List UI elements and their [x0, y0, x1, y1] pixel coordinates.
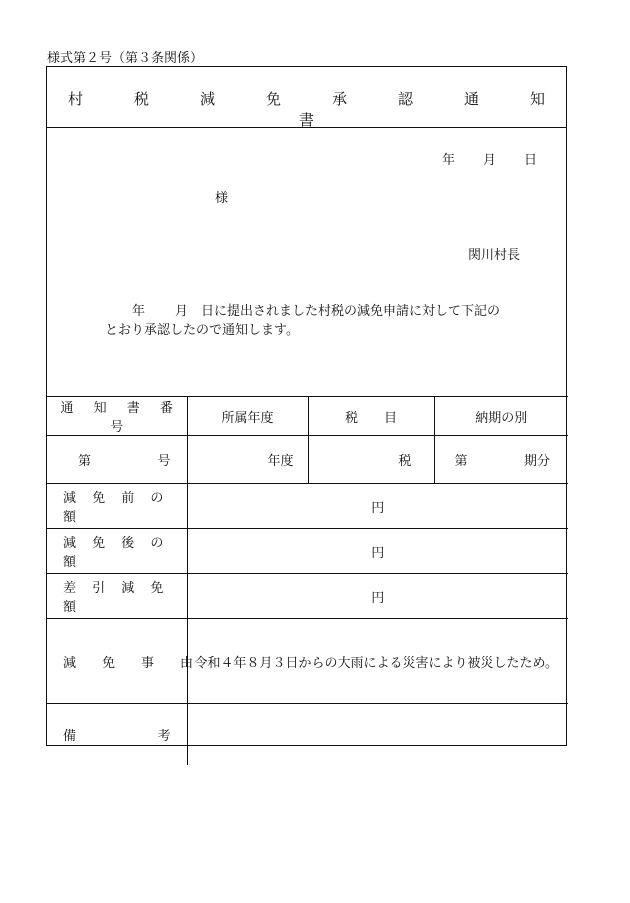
date-day-label: 日: [524, 153, 538, 168]
payment-period-cell: [434, 436, 568, 484]
header-fiscal-year: 所属年度: [187, 397, 308, 436]
body-line2: とおり承認したので通知します。: [105, 323, 299, 338]
period-suffix: 期分: [523, 454, 550, 469]
form-number: 様式第２号（第３条関係）: [47, 51, 204, 66]
addressee-suffix: 様: [215, 191, 229, 206]
amount-after-row: [47, 529, 568, 574]
reduction-row: [47, 574, 568, 619]
remarks-label-left: 備: [63, 728, 77, 744]
title-row: [47, 67, 597, 129]
amount-before-label: 減 免 前 の 額: [47, 484, 187, 529]
amount-before-row: [47, 484, 568, 529]
number-row: [47, 436, 568, 484]
reason-row: [47, 619, 568, 704]
number-prefix: 第: [78, 454, 92, 469]
amount-after-value: 円: [187, 529, 568, 574]
remarks-row: [47, 704, 568, 765]
reduction-value: 円: [187, 574, 568, 619]
remarks-label-right: 考: [157, 728, 171, 744]
date-month-label: 月: [483, 153, 497, 168]
reason-label: 減 免 事 由: [47, 619, 187, 704]
header-row: [47, 397, 568, 436]
notice-body: [105, 302, 500, 340]
remarks-label-cell: [47, 704, 187, 765]
fiscal-year-cell: 年度: [187, 436, 308, 484]
notice-number-cell: [47, 436, 187, 484]
notice-form: [46, 66, 597, 746]
reason-text: 令和４年８月３日からの大雨による災害により被災したため。: [187, 619, 568, 704]
amount-after-label: 減 免 後 の 額: [47, 529, 187, 574]
remarks-value: [187, 704, 568, 765]
body-year: 年: [132, 304, 146, 319]
period-prefix: 第: [454, 454, 468, 469]
tax-item-cell: 税: [308, 436, 434, 484]
number-suffix: 号: [157, 454, 171, 469]
sender-name: 関川村長: [467, 248, 520, 263]
header-tax-item: 税 目: [308, 397, 434, 436]
body-line1-rest: 日に提出されました村税の減免申請に対して下記の: [201, 304, 501, 319]
reduction-label: 差 引 減 免 額: [47, 574, 187, 619]
amount-before-value: 円: [187, 484, 568, 529]
details-table: [47, 396, 568, 765]
body-month: 月: [175, 304, 189, 319]
header-notice-number: 通 知 書 番 号: [47, 397, 187, 436]
page-title: 村 税 減 免 承 認 通 知 書: [67, 90, 597, 129]
date-year-label: 年: [442, 153, 456, 168]
header-payment-period: 納期の別: [434, 397, 568, 436]
